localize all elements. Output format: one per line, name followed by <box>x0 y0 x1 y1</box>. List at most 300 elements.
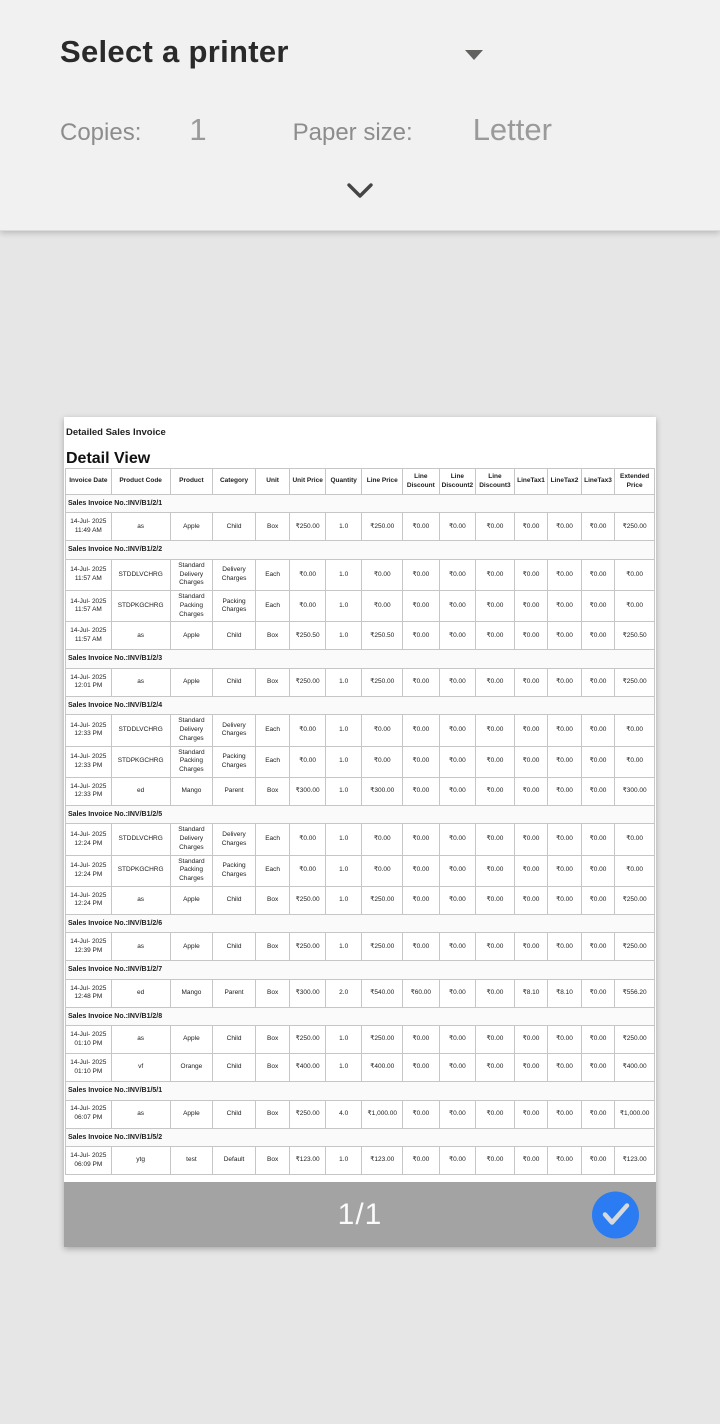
table-cell: Box <box>255 668 290 696</box>
table-cell: Child <box>213 513 256 541</box>
table-cell: 1.0 <box>325 591 362 622</box>
table-cell: ₹0.00 <box>290 591 326 622</box>
table-cell: Packing Charges <box>213 855 256 886</box>
table-cell: ₹0.00 <box>548 513 582 541</box>
table-cell: ₹250.00 <box>290 1100 326 1128</box>
table-cell: 1.0 <box>325 622 362 650</box>
table-cell: Box <box>255 777 290 805</box>
table-cell: ₹540.00 <box>362 979 403 1007</box>
column-header: Line Discount2 <box>439 469 476 495</box>
column-header: Line Price <box>362 469 403 495</box>
table-cell: Standard Packing Charges <box>170 855 213 886</box>
column-header: Unit Price <box>290 469 326 495</box>
table-row <box>66 591 655 622</box>
table-cell: 1.0 <box>325 933 362 961</box>
table-cell: vf <box>111 1054 170 1082</box>
print-options-panel <box>0 0 720 231</box>
table-cell: 2.0 <box>325 979 362 1007</box>
table-row <box>66 513 655 541</box>
table-cell: ₹0.00 <box>476 1147 515 1175</box>
print-preview-page <box>64 417 656 1247</box>
invoice-group-header: Sales Invoice No.:INV/B1/2/6 <box>66 914 655 932</box>
table-cell: ytg <box>111 1147 170 1175</box>
table-cell: ₹0.00 <box>403 746 440 777</box>
table-cell: Standard Delivery Charges <box>170 559 213 590</box>
table-cell: ₹0.00 <box>514 933 548 961</box>
table-cell: 1.0 <box>325 715 362 746</box>
table-cell: ₹250.00 <box>362 886 403 914</box>
table-cell: 14-Jul- 2025 12:24 PM <box>66 855 112 886</box>
table-cell: STDDLVCHRG <box>111 824 170 855</box>
table-cell: Box <box>255 1100 290 1128</box>
table-cell: ₹0.00 <box>403 668 440 696</box>
table-cell: as <box>111 1100 170 1128</box>
table-cell: ₹0.00 <box>403 513 440 541</box>
table-cell: ₹300.00 <box>615 777 655 805</box>
table-cell: ₹0.00 <box>548 886 582 914</box>
table-cell: ₹250.00 <box>615 933 655 961</box>
table-cell: ₹0.00 <box>403 1147 440 1175</box>
table-cell: ₹0.00 <box>615 559 655 590</box>
table-cell: ₹0.00 <box>581 933 615 961</box>
table-cell: ₹0.00 <box>476 668 515 696</box>
column-header: Extended Price <box>615 469 655 495</box>
table-cell: Box <box>255 886 290 914</box>
table-cell: ₹0.00 <box>615 591 655 622</box>
table-cell: ₹0.00 <box>290 559 326 590</box>
invoice-group-row <box>66 1128 655 1146</box>
table-cell: Child <box>213 622 256 650</box>
table-cell: STDDLVCHRG <box>111 559 170 590</box>
table-cell: 14-Jul- 2025 12:01 PM <box>66 668 112 696</box>
table-cell: Box <box>255 1147 290 1175</box>
table-cell: Each <box>255 559 290 590</box>
table-cell: ₹0.00 <box>290 715 326 746</box>
column-header: Quantity <box>325 469 362 495</box>
table-cell: ₹0.00 <box>439 979 476 1007</box>
table-cell: ₹0.00 <box>548 622 582 650</box>
table-cell: ₹0.00 <box>581 1147 615 1175</box>
table-cell: ₹0.00 <box>615 824 655 855</box>
table-cell: ed <box>111 777 170 805</box>
table-cell: ₹250.00 <box>290 933 326 961</box>
table-cell: 1.0 <box>325 1026 362 1054</box>
table-cell: ₹0.00 <box>403 855 440 886</box>
table-cell: ₹0.00 <box>403 886 440 914</box>
table-cell: ₹0.00 <box>439 933 476 961</box>
table-cell: ₹0.00 <box>615 715 655 746</box>
invoice-group-row <box>66 805 655 823</box>
table-cell: ₹0.00 <box>476 513 515 541</box>
table-row <box>66 933 655 961</box>
table-cell: ₹400.00 <box>290 1054 326 1082</box>
chevron-down-icon <box>346 182 374 200</box>
column-header: Invoice Date <box>66 469 112 495</box>
table-cell: Standard Delivery Charges <box>170 715 213 746</box>
table-cell: ₹8.10 <box>514 979 548 1007</box>
table-cell: Apple <box>170 1026 213 1054</box>
table-cell: 1.0 <box>325 746 362 777</box>
table-cell: ₹0.00 <box>581 715 615 746</box>
table-cell: ₹0.00 <box>514 1054 548 1082</box>
column-header: Line Discount <box>403 469 440 495</box>
table-cell: 1.0 <box>325 668 362 696</box>
column-header: Category <box>213 469 256 495</box>
table-row <box>66 1100 655 1128</box>
table-cell: ₹0.00 <box>514 513 548 541</box>
table-cell: ₹0.00 <box>581 513 615 541</box>
table-cell: ₹0.00 <box>403 1054 440 1082</box>
table-cell: ₹0.00 <box>362 746 403 777</box>
table-cell: 14-Jul- 2025 12:48 PM <box>66 979 112 1007</box>
table-cell: ₹0.00 <box>514 746 548 777</box>
invoice-group-row <box>66 1007 655 1025</box>
table-cell: ₹0.00 <box>581 591 615 622</box>
table-cell: ₹0.00 <box>581 777 615 805</box>
column-header: Line Discount3 <box>476 469 515 495</box>
table-row <box>66 1026 655 1054</box>
table-cell: ₹0.00 <box>548 668 582 696</box>
paper-size-value[interactable]: Letter <box>472 112 552 147</box>
table-cell: ₹0.00 <box>403 777 440 805</box>
table-cell: ₹0.00 <box>439 513 476 541</box>
table-cell: ₹0.00 <box>581 746 615 777</box>
table-cell: 1.0 <box>325 777 362 805</box>
table-cell: STDPKGCHRG <box>111 746 170 777</box>
table-cell: 14-Jul- 2025 11:49 AM <box>66 513 112 541</box>
invoice-group-header: Sales Invoice No.:INV/B1/2/8 <box>66 1007 655 1025</box>
table-cell: Delivery Charges <box>213 559 256 590</box>
confirm-print-button[interactable] <box>592 1191 639 1238</box>
table-row <box>66 777 655 805</box>
table-cell: 14-Jul- 2025 11:57 AM <box>66 591 112 622</box>
expand-options-button[interactable] <box>344 178 376 204</box>
table-cell: STDDLVCHRG <box>111 715 170 746</box>
table-row <box>66 622 655 650</box>
table-cell: as <box>111 668 170 696</box>
table-cell: ₹0.00 <box>514 855 548 886</box>
table-cell: Delivery Charges <box>213 824 256 855</box>
table-cell: Child <box>213 1100 256 1128</box>
table-cell: ₹250.50 <box>290 622 326 650</box>
table-cell: ₹0.00 <box>403 715 440 746</box>
table-cell: ₹250.00 <box>615 886 655 914</box>
table-cell: ₹0.00 <box>439 777 476 805</box>
table-cell: Child <box>213 668 256 696</box>
check-icon <box>601 1202 631 1228</box>
table-cell: ₹300.00 <box>362 777 403 805</box>
table-cell: ₹0.00 <box>439 715 476 746</box>
table-cell: ₹123.00 <box>290 1147 326 1175</box>
table-cell: Child <box>213 933 256 961</box>
table-cell: ₹400.00 <box>615 1054 655 1082</box>
table-cell: ₹0.00 <box>581 668 615 696</box>
table-row <box>66 668 655 696</box>
table-cell: ₹0.00 <box>362 715 403 746</box>
table-cell: 4.0 <box>325 1100 362 1128</box>
table-cell: Each <box>255 715 290 746</box>
invoice-group-header: Sales Invoice No.:INV/B1/5/1 <box>66 1082 655 1100</box>
table-cell: ₹0.00 <box>476 1026 515 1054</box>
table-cell: Parent <box>213 979 256 1007</box>
table-cell: ₹250.00 <box>362 1026 403 1054</box>
table-cell: 1.0 <box>325 559 362 590</box>
table-cell: 14-Jul- 2025 12:33 PM <box>66 746 112 777</box>
pager-bar <box>64 1182 656 1247</box>
table-cell: 14-Jul- 2025 11:57 AM <box>66 559 112 590</box>
document-title: Detailed Sales Invoice <box>66 427 166 438</box>
table-cell: ₹0.00 <box>476 746 515 777</box>
table-row <box>66 715 655 746</box>
table-cell: ₹123.00 <box>362 1147 403 1175</box>
table-cell: 14-Jul- 2025 06:07 PM <box>66 1100 112 1128</box>
table-cell: ₹0.00 <box>403 824 440 855</box>
table-cell: ₹123.00 <box>615 1147 655 1175</box>
table-cell: ₹0.00 <box>581 979 615 1007</box>
table-cell: ₹0.00 <box>514 622 548 650</box>
table-cell: Apple <box>170 622 213 650</box>
table-cell: ₹0.00 <box>548 715 582 746</box>
invoice-group-header: Sales Invoice No.:INV/B1/2/1 <box>66 495 655 513</box>
table-cell: 1.0 <box>325 1054 362 1082</box>
table-cell: ₹0.00 <box>403 1026 440 1054</box>
table-cell: ₹0.00 <box>476 855 515 886</box>
table-cell: ₹0.00 <box>581 1026 615 1054</box>
table-cell: 14-Jul- 2025 12:24 PM <box>66 886 112 914</box>
print-options-row <box>60 112 660 148</box>
table-cell: Each <box>255 746 290 777</box>
column-header: LineTax3 <box>581 469 615 495</box>
printer-selector-label: Select a printer <box>60 34 289 69</box>
table-cell: Box <box>255 1026 290 1054</box>
table-cell: ₹0.00 <box>581 1054 615 1082</box>
invoice-group-row <box>66 696 655 714</box>
table-cell: ₹0.00 <box>403 933 440 961</box>
table-cell: ₹0.00 <box>548 933 582 961</box>
table-cell: ₹0.00 <box>581 1100 615 1128</box>
table-cell: Box <box>255 933 290 961</box>
table-cell: ₹0.00 <box>514 886 548 914</box>
table-cell: ₹0.00 <box>476 1100 515 1128</box>
table-cell: ₹250.00 <box>362 513 403 541</box>
column-header: LineTax1 <box>514 469 548 495</box>
table-cell: ₹0.00 <box>581 622 615 650</box>
table-cell: ₹1,000.00 <box>615 1100 655 1128</box>
table-cell: ₹0.00 <box>476 715 515 746</box>
column-header: Product Code <box>111 469 170 495</box>
table-cell: ₹0.00 <box>362 855 403 886</box>
table-cell: ₹0.00 <box>514 777 548 805</box>
column-header: Unit <box>255 469 290 495</box>
table-cell: Each <box>255 591 290 622</box>
copies-value[interactable]: 1 <box>189 112 207 147</box>
table-cell: Child <box>213 1054 256 1082</box>
table-cell: ₹0.00 <box>615 746 655 777</box>
table-cell: 1.0 <box>325 1147 362 1175</box>
table-cell: ₹0.00 <box>548 777 582 805</box>
invoice-group-header: Sales Invoice No.:INV/B1/2/3 <box>66 650 655 668</box>
table-cell: ₹0.00 <box>514 559 548 590</box>
table-cell: ₹0.00 <box>548 1147 582 1175</box>
table-cell: ₹0.00 <box>514 1026 548 1054</box>
table-cell: ₹0.00 <box>581 886 615 914</box>
table-cell: Box <box>255 1054 290 1082</box>
table-cell: ₹556.20 <box>615 979 655 1007</box>
table-cell: Standard Delivery Charges <box>170 824 213 855</box>
table-cell: ₹0.00 <box>362 591 403 622</box>
table-cell: ₹0.00 <box>403 1100 440 1128</box>
table-cell: ₹0.00 <box>581 855 615 886</box>
table-cell: ₹0.00 <box>403 591 440 622</box>
table-cell: ₹0.00 <box>439 886 476 914</box>
table-cell: ₹0.00 <box>476 1054 515 1082</box>
table-cell: ₹0.00 <box>514 1147 548 1175</box>
table-cell: Delivery Charges <box>213 715 256 746</box>
invoice-group-row <box>66 1082 655 1100</box>
invoice-group-row <box>66 914 655 932</box>
table-cell: ₹0.00 <box>548 591 582 622</box>
table-cell: STDPKGCHRG <box>111 591 170 622</box>
table-row <box>66 1147 655 1175</box>
table-cell: ₹0.00 <box>362 824 403 855</box>
table-cell: STDPKGCHRG <box>111 855 170 886</box>
table-cell: Box <box>255 622 290 650</box>
table-cell: 14-Jul- 2025 12:33 PM <box>66 715 112 746</box>
table-cell: ₹0.00 <box>439 668 476 696</box>
table-cell: ₹0.00 <box>439 1147 476 1175</box>
invoice-group-row <box>66 541 655 559</box>
table-cell: ₹60.00 <box>403 979 440 1007</box>
table-cell: ₹0.00 <box>514 591 548 622</box>
invoice-group-header: Sales Invoice No.:INV/B1/5/2 <box>66 1128 655 1146</box>
table-cell: ₹0.00 <box>548 1054 582 1082</box>
table-cell: ₹0.00 <box>514 824 548 855</box>
printer-selector[interactable] <box>60 34 483 70</box>
table-cell: ₹0.00 <box>476 933 515 961</box>
table-row <box>66 746 655 777</box>
table-cell: ₹0.00 <box>514 715 548 746</box>
table-cell: as <box>111 1026 170 1054</box>
table-cell: ₹300.00 <box>290 777 326 805</box>
table-cell: Packing Charges <box>213 591 256 622</box>
table-cell: ₹0.00 <box>362 559 403 590</box>
table-cell: ₹0.00 <box>476 559 515 590</box>
table-cell: ₹250.00 <box>290 513 326 541</box>
table-cell: ₹0.00 <box>290 855 326 886</box>
table-cell: ₹0.00 <box>290 824 326 855</box>
table-cell: ₹250.00 <box>362 933 403 961</box>
table-cell: ₹250.00 <box>290 1026 326 1054</box>
table-cell: ₹250.00 <box>362 668 403 696</box>
detail-view-heading: Detail View <box>66 450 151 467</box>
table-cell: 1.0 <box>325 824 362 855</box>
table-cell: ₹0.00 <box>548 855 582 886</box>
table-cell: ₹0.00 <box>439 824 476 855</box>
table-cell: ₹250.00 <box>290 668 326 696</box>
table-cell: 1.0 <box>325 513 362 541</box>
table-cell: as <box>111 513 170 541</box>
table-cell: Default <box>213 1147 256 1175</box>
table-cell: as <box>111 622 170 650</box>
table-cell: ₹250.50 <box>615 622 655 650</box>
table-header-row <box>66 469 655 495</box>
table-cell: Apple <box>170 668 213 696</box>
table-cell: ₹0.00 <box>290 746 326 777</box>
table-cell: ₹0.00 <box>548 824 582 855</box>
table-cell: Box <box>255 513 290 541</box>
invoice-group-header: Sales Invoice No.:INV/B1/2/2 <box>66 541 655 559</box>
table-cell: ₹0.00 <box>615 855 655 886</box>
table-cell: test <box>170 1147 213 1175</box>
table-cell: Mango <box>170 777 213 805</box>
table-cell: 14-Jul- 2025 12:24 PM <box>66 824 112 855</box>
table-cell: Orange <box>170 1054 213 1082</box>
table-cell: 14-Jul- 2025 01:10 PM <box>66 1054 112 1082</box>
table-cell: Apple <box>170 933 213 961</box>
table-cell: as <box>111 933 170 961</box>
column-header: LineTax2 <box>548 469 582 495</box>
table-row <box>66 979 655 1007</box>
table-cell: ₹0.00 <box>403 559 440 590</box>
page-indicator: 1/1 <box>337 1197 383 1231</box>
table-cell: Apple <box>170 513 213 541</box>
table-cell: 14-Jul- 2025 12:33 PM <box>66 777 112 805</box>
table-cell: ₹0.00 <box>514 1100 548 1128</box>
table-cell: ₹250.00 <box>290 886 326 914</box>
table-cell: ₹250.00 <box>615 668 655 696</box>
table-cell: ₹0.00 <box>403 622 440 650</box>
invoice-group-header: Sales Invoice No.:INV/B1/2/5 <box>66 805 655 823</box>
table-cell: ₹0.00 <box>439 1100 476 1128</box>
table-cell: Packing Charges <box>213 746 256 777</box>
table-cell: 14-Jul- 2025 12:39 PM <box>66 933 112 961</box>
table-cell: Child <box>213 1026 256 1054</box>
column-header: Product <box>170 469 213 495</box>
table-cell: Child <box>213 886 256 914</box>
caret-down-icon <box>465 50 483 60</box>
table-cell: Standard Packing Charges <box>170 746 213 777</box>
table-cell: ₹0.00 <box>548 559 582 590</box>
table-cell: ₹0.00 <box>514 668 548 696</box>
table-cell: ₹0.00 <box>548 746 582 777</box>
table-cell: ₹0.00 <box>476 777 515 805</box>
table-cell: ₹0.00 <box>439 1026 476 1054</box>
table-row <box>66 824 655 855</box>
table-cell: ₹0.00 <box>581 824 615 855</box>
table-cell: ₹0.00 <box>439 591 476 622</box>
table-row <box>66 1054 655 1082</box>
table-cell: Each <box>255 824 290 855</box>
invoice-group-row <box>66 961 655 979</box>
header-row <box>66 469 655 495</box>
sales-invoice-table <box>65 468 655 1175</box>
table-cell: as <box>111 886 170 914</box>
invoice-group-row <box>66 650 655 668</box>
table-cell: Parent <box>213 777 256 805</box>
paper-size-label: Paper size: <box>292 119 413 146</box>
table-cell: ₹0.00 <box>439 1054 476 1082</box>
table-cell: 1.0 <box>325 886 362 914</box>
table-cell: ₹0.00 <box>548 1026 582 1054</box>
table-cell: 14-Jul- 2025 01:10 PM <box>66 1026 112 1054</box>
table-cell: ₹0.00 <box>476 622 515 650</box>
table-cell: 1.0 <box>325 855 362 886</box>
invoice-group-header: Sales Invoice No.:INV/B1/2/4 <box>66 696 655 714</box>
table-cell: ed <box>111 979 170 1007</box>
table-cell: ₹0.00 <box>476 886 515 914</box>
table-cell: ₹400.00 <box>362 1054 403 1082</box>
table-cell: Box <box>255 979 290 1007</box>
